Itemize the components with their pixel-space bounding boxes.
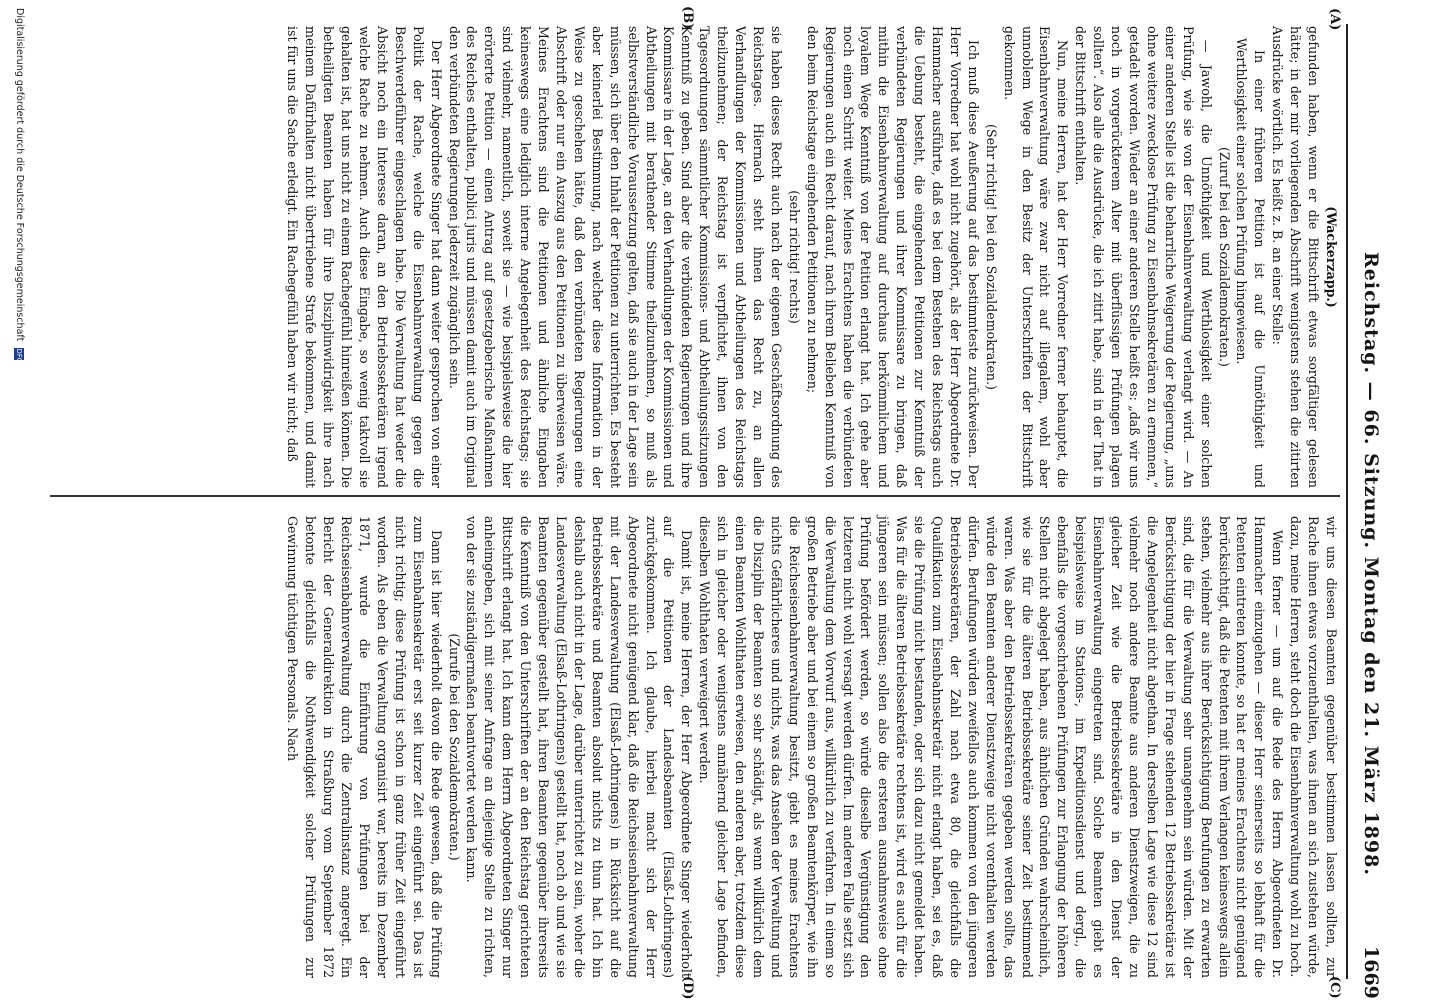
column-divider xyxy=(50,495,1340,497)
dfg-logo-icon: DFG xyxy=(15,348,24,364)
margin-marker-b: (B) xyxy=(680,6,695,30)
interjection: (sehr richtig! rechts) xyxy=(786,190,802,324)
margin-marker-c: (C) xyxy=(1327,976,1342,999)
paragraph: — Jawohl, die Unnöthigkeit und Werthlosigkeit einer solchen Prüfung, wie sie von der Eisenbahnverwaltung verlangt wird. — An einer anderen Stelle ist die beharrliche Weigerung der Regierung, „uns ohne weitere zwecklose Prüfung zu Eisenbahnsekretären zu ernennen,“ getadelt worden. Wieder an einer anderen Stelle heißt es: „daß wir uns noch in vorgerückterem Alter mit überflüssigen Prüfungen plagen sollten“. Also alle die Ausdrücke, die ich zitirt habe, sind in der That in der Bittschrift enthalten. xyxy=(1073,26,1214,488)
margin-marker-a: (A) xyxy=(1327,8,1342,31)
digitization-text: Digitalisierung gefördert durch die Deutsche Forschungsgemeinschaft xyxy=(14,8,25,342)
paragraph: Damit ist, meine Herren, der Herr Abgeordnete Singer wiederholt auf die Petitionen der Landesbeamten (Elsaß-Lothringens) zurückgekommen. Ich glaube, hierbei macht sich der Herr Abgeordnete nicht genügend klar, daß die Reichseisenbahnverwaltung mit der Landesverwaltung (Elsaß-Lothringens) in Rücksicht auf die Betriebssekretäre und Beamten absolut nichts zu thun hat. Ich bin deshalb auch nicht in der Lage, darüber unterrichtet zu sein, woher die Landesverwaltung (Elsaß-Lothringens) gestellt hat, noch ob und wie sie Beamten gegenüber gestellt hat, ihren Beamten gegenüber ihrerseits die Kenntniß von den Unterschriften der an den Reichstag gerichteten Bittschrift erlangt hat. Ich kann dem Herrn Abgeordneten Singer nur anheimgeben, sich mit seiner Anfrage an diejenige Stelle zu richten, von der sie zuständigermaßen beantwortet werden kann. xyxy=(464,516,695,978)
paragraph: gefunden haben, wenn er die Bittschrift etwas sorgfältiger gelesen hätte; in der mir vorliegenden Abschrift wenigstens stehen die zitirten Ausdrücke wörtlich. Es heißt z. B. an einer Stelle: xyxy=(1270,26,1322,488)
quoted-text: In einer früheren Petition ist auf die Unnöthigkeit und Werthlosigkeit einer solchen Prüfung hingewiesen. xyxy=(1234,38,1268,488)
paragraph: wir uns diesen Beamten gegenüber bestimmen lassen sollten, zur Rache ihnen etwas vorzuenthalten, was ihnen an sich zustehen würde, dazu, meine Herren, steht doch die Eisenbahnverwaltung wohl zu hoch. xyxy=(1288,516,1339,978)
paragraph: Dann ist hier wiederholt davon die Rede gewesen, daß die Prüfung zum Eisenbahnsekretär erst seit kurzer Zeit eingeführt sei. Das ist nicht richtig; diese Prüfung ist schon in ganz früher Zeit eingeführt worden. Als eben die Verwaltung organisirt war, bereits im Dezember 1871, wurde die Einführung von Prüfungen bei der Reichseisenbahnverwaltung durch die Zentralinstanz angeregt. Ein Bericht der Generaldirektion in Straßburg vom September 1872 betonte gleichfalls die Nothwendigkeit solcher Prüfungen zur Gewinnung tüchtigen Personals. Nach xyxy=(285,516,444,978)
page-number: 1669 xyxy=(1360,946,1382,999)
interjection: (Zurufe bei den Sozialdemokraten.) xyxy=(446,633,462,861)
left-column xyxy=(284,26,1340,488)
digitization-note xyxy=(14,8,25,364)
right-column xyxy=(284,516,1340,978)
paragraph: Nun, meine Herren, hat der Herr Vorredner ferner behauptet, die Eisenbahnverwaltung wäre zwar nicht auf illegalem, wohl aber unnoblem Wege in den Besitz der Unterschriften der Bittschrift gekommen. xyxy=(1001,26,1071,488)
paragraph: Ich muß diese Aeußerung auf das bestimmteste zurückweisen. Der Herr Vorredner hat wohl nicht zugehört, als der Herr Abgeordnete Dr. Hammacher ausführte, daß es bei dem Bestehen des Reichstags auch die Uebung besteht, die eingehenden Petitionen zur Kenntniß der verbündeten Regierungen und ihrer Kommissare zu bringen, daß mithin die Eisenbahnverwaltung auf durchaus herkömmlichem und loyalem Wege Kenntniß von der Petition erlangt hat. Ich gehe aber noch einen Schritt weiter. Meines Erachtens haben die verbündeten Regierungen auch ein Recht darauf, nach ihrem Belieben Kenntniß von den beim Reichstage eingehenden Petitionen zu nehmen; xyxy=(804,26,981,488)
speaker-name: (Wackerzapp.) xyxy=(1324,206,1339,308)
interjection: (Zuruf bei den Sozialdemokraten.) xyxy=(1216,147,1232,367)
header-rule xyxy=(1346,24,1348,979)
paragraph: sie haben dieses Recht auch nach der eigenen Geschäftsordnung des Reichstages. Hiernach steht ihnen das Recht zu, an allen Verhandlungen der Kommissionen und Abtheilungen des Reichstags theilzunehmen; der Reichstag ist verpflichtet, ihnen von den Tagesordnungen sämmtlicher Kommissions- und Abtheilungssitzungen Kenntniß zu geben. Sind aber die verbündeten Regierungen und ihre Kommissare in der Lage, an den Verhandlungen der Kommissionen und Abtheilungen mit berathender Stimme theilzunehmen, so muß als selbstverständliche Voraussetzung gelten, daß sie auch in der Lage sein müssen, sich über den Inhalt der Petitionen zu unterrichten. Es besteht aber keinerlei Bestimmung, nach welcher diese Information in der Weise zu geschehen hätte, daß den verbündeten Regierungen eine Abschrift oder nur ein Auszug aus den Petitionen zu überweisen wäre. Meines Erachtens sind die Petitionen und ähnliche Eingaben keineswegs eine lediglich interne Angelegenheit des Reichstags; sie sind vielmehr, namentlich, soweit sie — wie beispielsweise die hier erörterte Petition — einen Antrag auf gesetzgeberische Maßnahmen des Reiches enthalten, publici juris und müssen damit auch im Original den verbündeten Regierungen jederzeit zugänglich sein. xyxy=(446,26,784,488)
header-title: Reichstag. — 66. Sitzung. Montag den 21. März 1898. xyxy=(1360,252,1382,876)
paragraph: Wenn ferner — um auf die Rede des Herrn Abgeordneten Dr. Hammacher einzugehen — dieser Herr seinerseits so lebhaft für die Petenten eintreten konnte, so hat er meines Erachtens nicht genügend berücksichtigt, daß die Petenten mit ihrem Verlangen keineswegs allein stehen, vielmehr aus ihrer Berücksichtigung Berufungen zu erwarten sind, die für die Verwaltung sehr unangenehm sein würden. Mit der Berücksichtigung der hier in Frage stehenden 12 Betriebssekretäre ist die Angelegenheit nicht abgethan. In derselben Lage wie diese 12 sind vielmehr noch andere Beamte aus anderen Dienstzweigen, die zu gleicher Zeit wie die Betriebssekretäre in den Dienst der Eisenbahnverwaltung eingetreten sind. Solche Beamten giebt es beispielsweise im Stations-, im Expeditionsdienst und dergl., die ebenfalls die vorgeschriebenen Prüfungen zur Erlangung der höheren Stellen nicht abgelegt haben, aus ähnlichen Gründen wahrscheinlich, wie sie für die älteren Betriebssekretäre seiner Zeit bestimmend waren. Was aber den Betriebssekretären gegeben werden sollte, das würde den Beamten anderer Dienstzweige nicht vorenthalten werden dürfen. Berufungen würden zweifellos auch kommen von den jüngeren Betriebssekretären, der Zahl nach etwa 80, die gleichfalls die Qualifikation zum Eisenbahnsekretär nicht erlangt haben, sei es, daß sie die Prüfung nicht bestanden, oder sich dazu nicht gemeldet haben. Was für die älteren Betriebssekretäre rechtens ist, wird es auch für die jüngeren sein müssen; sollen also die ersteren ausnahmsweise ohne Prüfung befördert werden, so würde dieselbe Vergünstigung den letzteren nicht wohl versagt werden dürfen. Im anderen Falle setzt sich die Verwaltung dem Vorwurf aus, willkürlich zu verfahren. In einem so großen Betriebe aber und bei einem so großen Beamtenkörper, wie ihn die Reichseisenbahnverwaltung besitzt, giebt es meines Erachtens nichts Gefährlicheres und nichts, was das Ansehen der Verwaltung und die Disziplin der Beamten so sehr schädigt, als wenn willkürlich dem einen Beamten Wohlthaten erwiesen, den anderen aber, trotzdem diese sich in gleicher oder wenigstens annähernd gleicher Lage befinden, dieselben Wohlthaten verweigert werden. xyxy=(697,516,1286,978)
interjection: (Sehr richtig! bei den Sozialdemokraten.) xyxy=(983,124,999,390)
paragraph: Der Herr Abgeordnete Singer hat dann weiter gesprochen von einer Politik der Rache, welche die Eisenbahnverwaltung gegen die Beschwerdeführer eingeschlagen habe. Die Verwaltung hat weder die Absicht noch ein Interesse daran, an den Betriebssekretären irgend welche Rache zu nehmen. Auch diese Eingabe, so wenig taktvoll sie gehalten ist, hat uns nicht zu einem Rachegefühl hinreißen können. Die betheiligten Beamten haben für ihre Disziplinwidrigkeit ihre nach meinem Dafürhalten nicht übertriebene Strafe bekommen, und damit ist für uns die Sache erledigt. Ein Rachegefühl haben wir nicht; daß xyxy=(285,26,444,488)
margin-marker-d: (D) xyxy=(680,976,695,1000)
